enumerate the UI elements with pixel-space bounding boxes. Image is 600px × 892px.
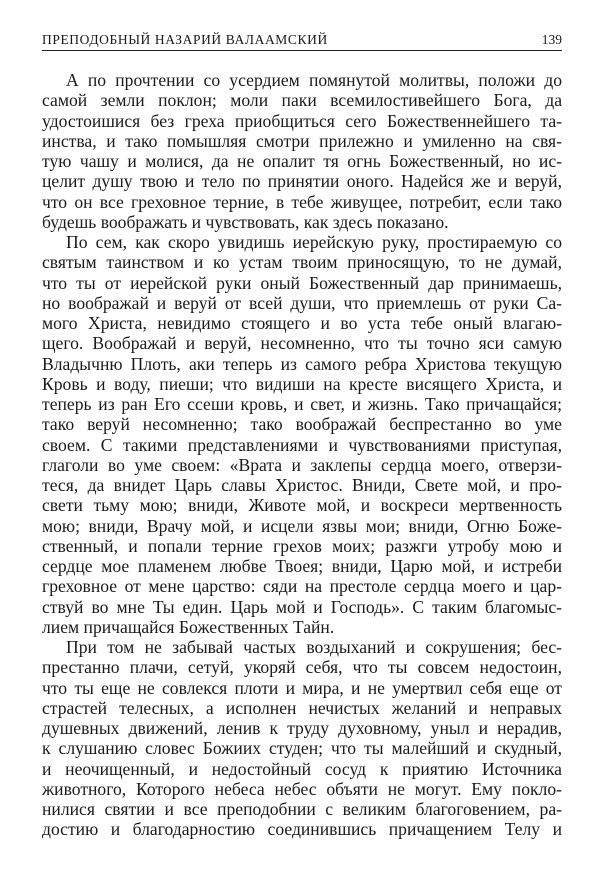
paragraph [42, 70, 562, 232]
text-line: животного, Которого небеса небес объяти не могут. Ему покло- [42, 778, 562, 799]
text-line: инства, и тако помышляя смотри прилежно и умиленно на свя- [42, 130, 562, 151]
text-line: страстей телесных, а исполнен нечистых желаний и неправых [42, 697, 562, 718]
text-line: святым таинством и ко устам твоим приносящую, то не думай, [42, 252, 562, 273]
text-line: По сем, как скоро увидишь иерейскую руку, простираемую со [66, 232, 562, 252]
text-line: Кровь и воду, пиеши; что видиши на кресте висящего Христа, и [42, 373, 562, 394]
page-body-text [42, 70, 562, 840]
text-line: Владычню Плоть, аки теперь из самого ребра Христова текущую [42, 353, 562, 374]
text-line: теперь из ран Его ссеши кровь, и свет, и жизнь. Тако причащайся; [42, 394, 562, 414]
text-line: своем. С такими представлениями и чувствованиями приступая, [42, 434, 562, 455]
text-line: щего. Воображай и веруй, несомненно, что ты точно яси самую [42, 333, 562, 354]
text-line: лием причащайся Божественных Тайн. [42, 616, 335, 637]
text-line: мою; вниди, Врачу мой, и исцели язвы мои; вниди, Огню Боже- [42, 515, 562, 536]
text-line: самой земли поклон; моли паки всемилостивейшего Бога, да [42, 90, 562, 111]
text-line: греховное от мене царство: сяди на престоле сердца моего и цар- [42, 576, 562, 597]
text-line: что ты еще не совлекся плоти и мира, и не умертвил себя еще от [42, 677, 562, 698]
text-line: При том не забывай частых воздыханий и сокрушения; бес- [66, 637, 562, 657]
text-line: что он все греховное терние, в тебе живущее, потребит, если тако [42, 191, 562, 212]
running-header [42, 32, 562, 51]
text-line: свети тьму мою; вниди, Животе мой, и воскреси мертвенность [42, 495, 562, 516]
text-line: достию и благодарностию соединившись причащением Телу и [42, 819, 562, 840]
text-line: но воображай и веруй от всей души, что приемлешь от руки Са- [42, 292, 562, 313]
text-line: мого Христа, невидимо стоящего и во уста тебе оный влагаю- [42, 313, 562, 333]
text-line: ствуй во мне Ты един. Царь мой и Господь». С таким благомыс- [42, 596, 562, 617]
text-line: к слушанию словес Божиих студен; что ты малейший и скудный, [42, 738, 562, 759]
text-line: сердце мое пламенем любве Твоея; вниди, Царю мой, и истреби [42, 556, 562, 576]
text-line: тако веруй несомненно; тако воображай беспрестанно во уме [42, 414, 562, 435]
text-line: что ты от иерейской руки оный Божественный дар принимаешь, [42, 272, 562, 293]
page-number: 139 [541, 32, 562, 47]
text-line: душевных движений, ленив к труду духовному, уныл и нерадив, [42, 718, 562, 738]
paragraph [42, 232, 562, 637]
paragraph [42, 637, 562, 840]
text-line: А по прочтении со усердием помянутой молитвы, положи до [66, 70, 562, 90]
text-line: будешь воображать и чувствовать, как здесь показано. [42, 211, 449, 232]
text-line: глаголи во уме своем: «Врата и заклепы сердца моего, отверзи- [42, 454, 562, 475]
text-line: нилися святии и все преподобнии с великим благоговением, ра- [42, 799, 562, 819]
text-line: целит душу твою и тело по принятии оного. Надейся же и веруй, [42, 171, 562, 192]
text-line: ственный, и попали терние грехов моих; разжги утробу мою и [42, 535, 562, 556]
running-title: ПРЕПОДОБНЫЙ НАЗАРИЙ ВАЛААМСКИЙ [42, 32, 328, 47]
text-line: удостоишися без греха приобщиться сего Божественнейшего та- [42, 110, 562, 131]
text-line: тую чашу и молися, да не опалит тя огнь Божественный, но ис- [42, 151, 562, 171]
text-line: престанно плачи, сетуй, укоряй себя, что ты совсем недостоин, [42, 657, 562, 678]
text-line: и неочищенный, и недостойный сосуд к приятию Источника [42, 758, 562, 779]
text-line: теся, да внидет Царь славы Христос. Вниди, Свете мой, и про- [42, 475, 562, 495]
